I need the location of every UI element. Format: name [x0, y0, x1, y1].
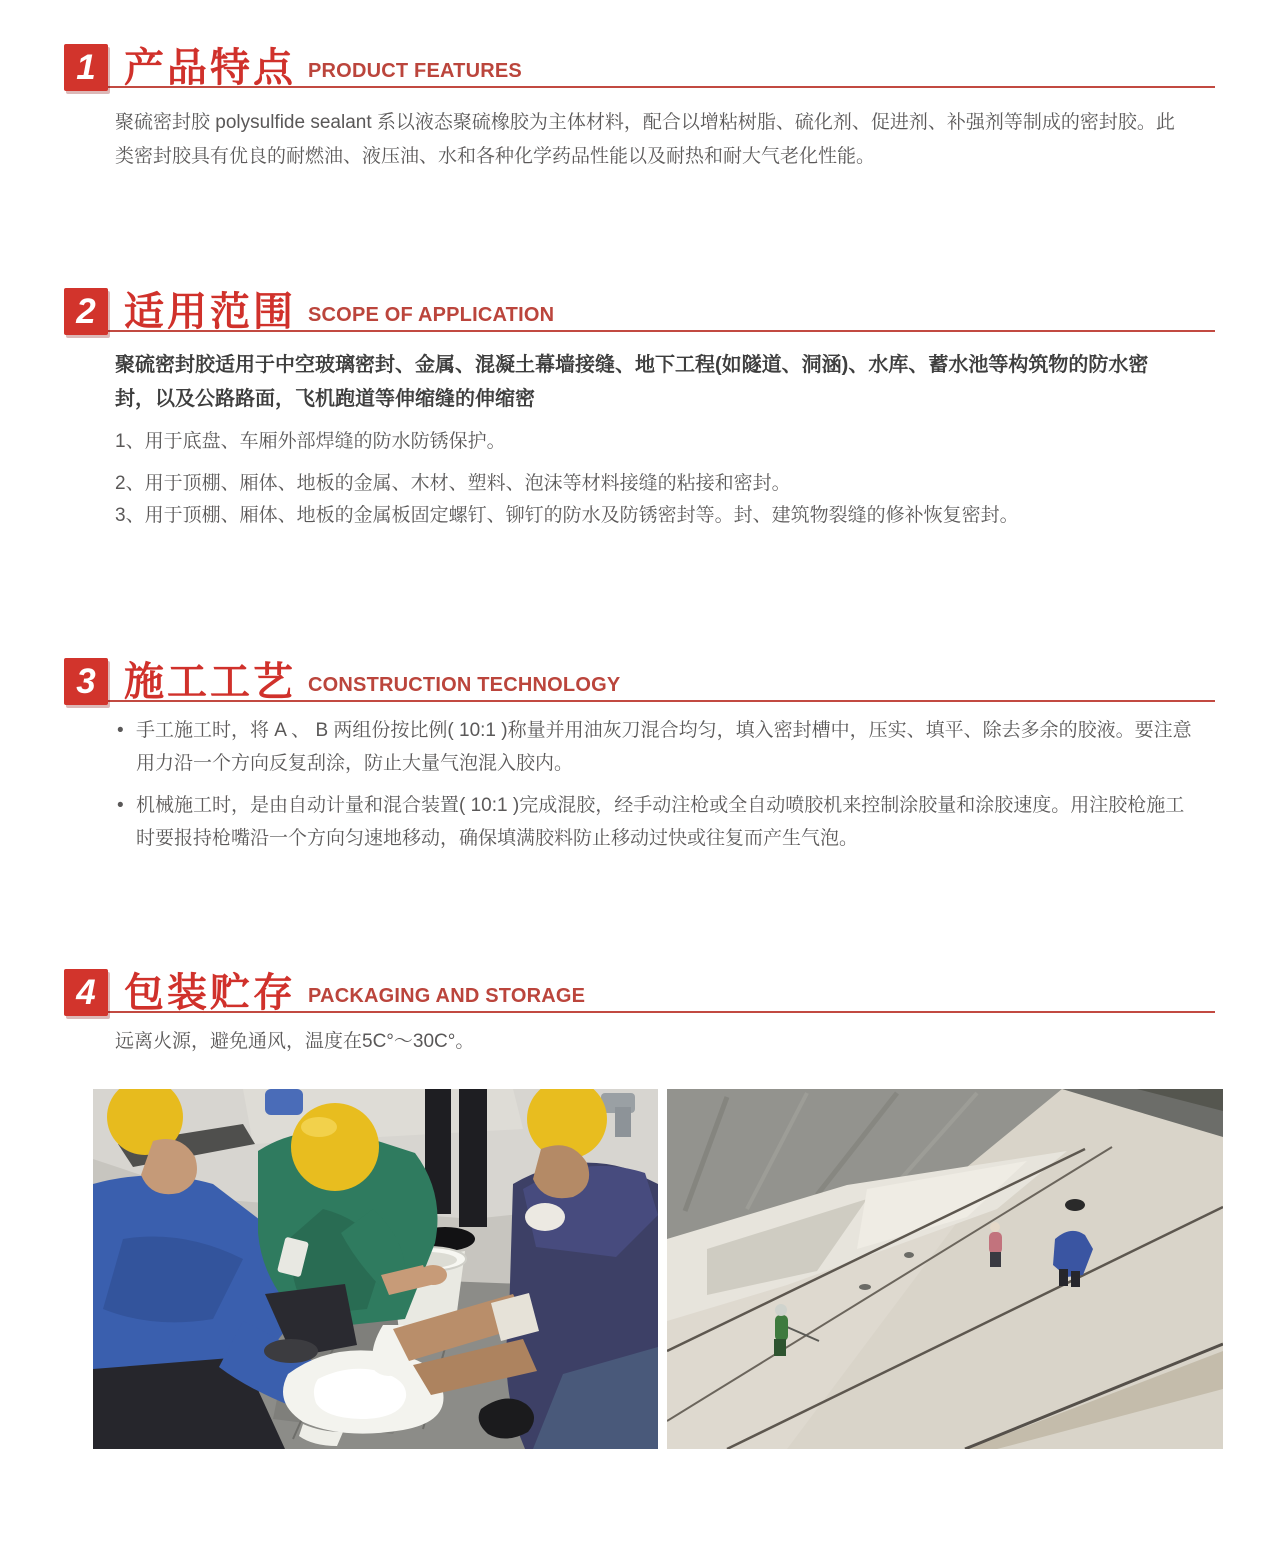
list-item: 2、用于顶棚、厢体、地板的金属、木材、塑料、泡沫等材料接缝的粘接和密封。 [115, 473, 791, 494]
section-body-paragraph: 聚硫密封胶 polysulfide sealant 系以液态聚硫橡胶为主体材料，配合以增粘树脂、硫化剂、促进剂、补强剂等制成的密封胶。此类密封胶具有优良的耐燃油、液压油、水和各种化学药品性能以及耐热和耐大气老化性能。 [115, 112, 1175, 167]
section-scope-of-application [0, 280, 1280, 529]
application-list [115, 429, 1185, 529]
section-title-en: PACKAGING AND STORAGE [308, 985, 586, 1007]
photo-concrete-slope-worksite [667, 1089, 1223, 1449]
bullet-item: • 机械施工时，是由自动计量和混合装置( 10:1 )完成混胶，经手动注枪或全自动喷胶机来控制涂胶量和涂胶速度。用注胶枪施工时要报持枪嘴沿一个方向匀速地移动，确保填满胶料防止移动过快或往复而产生气泡。 [115, 789, 1192, 855]
section-product-features [0, 36, 1280, 174]
section-packaging-and-storage [0, 961, 1280, 1055]
section-number-badge: 1 [64, 44, 108, 91]
bullet-item: • 手工施工时，将 A 、 B 两组份按比例( 10:1 )称量并用油灰刀混合均匀，填入密封槽中，压实、填平、除去多余的胶液。要注意用力沿一个方向反复刮涂，防止大量气泡混入胶内。 [115, 714, 1192, 780]
section-construction-technology [0, 650, 1280, 855]
list-item: 3、用于顶棚、厢体、地板的金属板固定螺钉、铆钉的防水及防锈密封等。封、建筑物裂缝的修补恢复密封。 [115, 505, 1019, 526]
section-title-en: CONSTRUCTION TECHNOLOGY [308, 674, 621, 696]
section-header [64, 650, 1215, 702]
section-title-zh: 施工工艺 [124, 660, 296, 704]
section-body-paragraph: 远离火源，避免通风，温度在5C°～30C°。 [115, 1031, 475, 1052]
section-title-en: SCOPE OF APPLICATION [308, 304, 555, 326]
section-header [64, 961, 1215, 1013]
section-number-badge: 2 [64, 288, 108, 335]
section-lead-paragraph: 聚硫密封胶适用于中空玻璃密封、金属、混凝土幕墙接缝、地下工程(如隧道、洞涵)、水库、蓄水池等构筑物的防水密封，以及公路路面，飞机跑道等伸缩缝的伸缩密 [115, 354, 1149, 410]
section-number-badge: 3 [64, 658, 108, 705]
section-title-en: PRODUCT FEATURES [308, 60, 522, 82]
product-datasheet-page [0, 36, 1280, 1449]
section-title-zh: 产品特点 [124, 46, 296, 90]
list-item: 1、用于底盘、车厢外部焊缝的防水防锈保护。 [115, 431, 506, 452]
section-header [64, 36, 1215, 88]
photo-row [93, 1089, 1280, 1449]
section-number-badge: 4 [64, 969, 108, 1016]
bullet-list [115, 714, 1192, 855]
section-title-zh: 适用范围 [124, 290, 296, 334]
photo-workers-mixing-sealant [93, 1089, 658, 1449]
section-header [64, 280, 1215, 332]
section-title-zh: 包装贮存 [124, 971, 296, 1015]
